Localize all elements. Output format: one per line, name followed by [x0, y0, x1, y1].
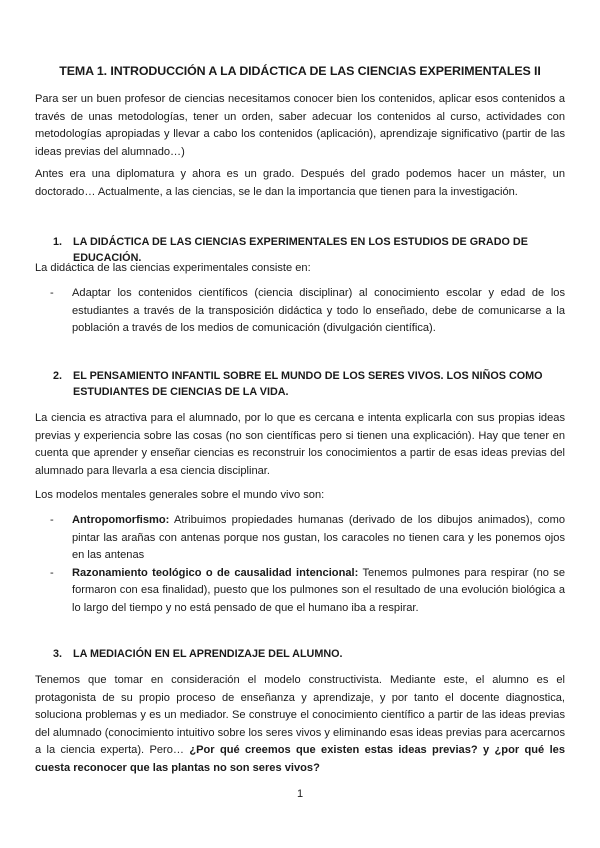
section-2-number: 2.	[53, 370, 63, 382]
intro-text-2: Antes era una diplomatura y ahora es un grado. Después del grado podemos hacer un máster, un doctorado… Actualmente, a las ciencias, se le dan la importancia que tienen para la investigación.	[35, 168, 565, 198]
list-item-text: Adaptar los contenidos científicos (ciencia disciplinar) al conocimiento escolar y edad de los estudiantes a través de la transposición didáctica y todo lo enseñado, debe de comunicarse a la población a través de los medios de comunicación (divulgación científica).	[72, 287, 565, 335]
section-3-paragraph	[35, 672, 565, 778]
dash-bullet: -	[50, 566, 54, 579]
section-3-heading	[53, 646, 558, 662]
section-1-title: LA DIDÁCTICA DE LAS CIENCIAS EXPERIMENTALES EN LOS ESTUDIOS DE GRADO DE EDUCACIÓN.	[73, 236, 528, 264]
section-2-heading	[53, 368, 558, 400]
section-1-list	[35, 285, 565, 338]
list-item	[35, 565, 565, 618]
list-item	[35, 285, 565, 338]
section-3-title: LA MEDIACIÓN EN EL APRENDIZAJE DEL ALUMNO.	[73, 648, 343, 660]
intro-paragraph-2	[35, 166, 565, 201]
section-3-text	[35, 672, 565, 778]
dash-bullet: -	[50, 514, 54, 526]
list-item-term: Antropomorfismo:	[72, 514, 170, 526]
dash-bullet: -	[50, 287, 54, 299]
section-3-body: Tenemos que tomar en consideración el modelo constructivista. Mediante este, el alumno es el protagonista de su propio proceso de enseñanza y aprendizaje, y por tanto el docente diagnostica, soluciona problemas y es un mediador. Se construye el conocimiento científico a partir de las ideas previas del alumnado (conocimiento intuitivo sobre los seres vivos y eliminando esas ideas previas para acercarnos a la ciencia experta). Pero…	[35, 674, 565, 757]
section-2-list	[35, 512, 565, 618]
section-2-text: La ciencia es atractiva para el alumnado, por lo que es cercana e intenta explicarla con sus propias ideas previas y experiencia sobre las cosas (no son científicas pero si tienen una explicación). Hay que tener en cuenta que aprender y enseñar ciencias es reconstruir los conocimientos a partir de esas ideas previas del alumnado para llevarla a esa ciencia disciplinar.	[35, 412, 565, 477]
section-2-title: EL PENSAMIENTO INFANTIL SOBRE EL MUNDO DE LOS SERES VIVOS. LOS NIÑOS COMO ESTUDIANTES DE CIENCIAS DE LA VIDA.	[73, 370, 543, 398]
list-item	[35, 512, 565, 565]
list-item-term: Razonamiento teológico o de causalidad intencional:	[72, 566, 359, 579]
section-2-lead-text: Los modelos mentales generales sobre el mundo vivo son:	[35, 489, 325, 501]
section-1-lead-text: La didáctica de las ciencias experimentales consiste en:	[35, 262, 311, 274]
section-3-number: 3.	[53, 648, 63, 660]
page-number: 1	[296, 788, 304, 800]
intro-text-1: Para ser un buen profesor de ciencias necesitamos conocer bien los contenidos, aplicar esos contenidos a través de unas metodologías, tener un orden, saber adecuar los contenidos al curso, actividades con metodologías apropiadas y llevar a cabo los contenidos (aplicación), aprendizaje significativo (partir de las ideas previas del alumnado…)	[35, 93, 565, 158]
intro-paragraph-1	[35, 91, 565, 161]
section-2-paragraph	[35, 410, 565, 480]
list-item-text: Atribuimos propiedades humanas (derivado de los dibujos animados), como pintar las arañas con antenas porque nos gustan, los caracoles no tienen cara y les ponemos ojos en las antenas	[72, 514, 565, 562]
section-1-number: 1.	[53, 236, 63, 248]
section-3-question: ¿Por qué creemos que existen estas ideas previas? y ¿por qué les cuesta reconocer que las plantas no son seres vivos?	[35, 744, 565, 774]
document-title: TEMA 1. INTRODUCCIÓN A LA DIDÁCTICA DE LAS CIENCIAS EXPERIMENTALES II	[59, 64, 541, 78]
list-item-text: Tenemos pulmones para respirar (no se formaron con esa finalidad), puesto que los pulmones son el resultado de una evolución biológica a lo largo del tiempo y no está pensado de que el humano iba a respirar.	[72, 566, 565, 614]
section-1-lead	[35, 260, 565, 278]
section-2-lead	[35, 487, 565, 505]
